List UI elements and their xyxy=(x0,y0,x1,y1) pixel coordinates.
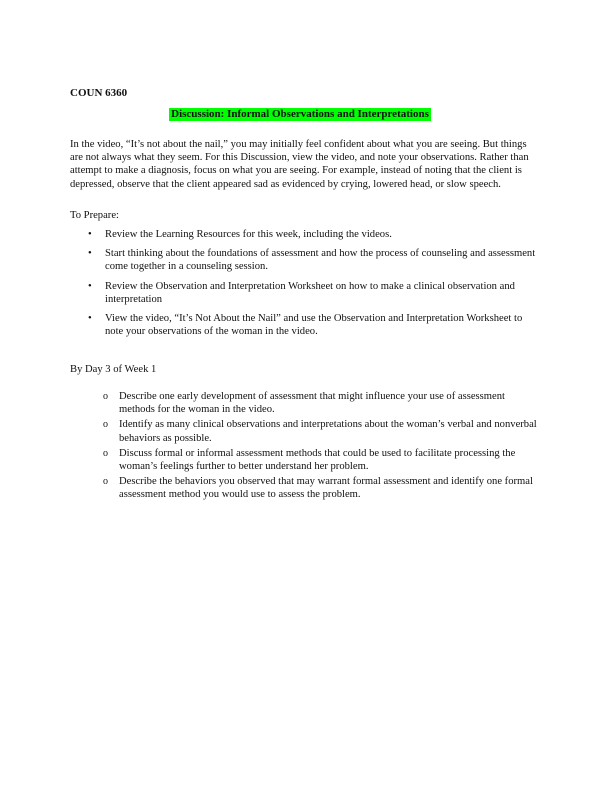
week-item-text: Describe the behaviors you observed that may warrant formal assessment and identify one formal assessment method you would use to assess the problem. xyxy=(119,476,533,501)
circle-bullet-icon: o xyxy=(103,419,108,431)
bullet-icon: • xyxy=(88,229,92,240)
intro-paragraph: In the video, “It’s not about the nail,” you may initially feel confident about what you are seeing. But things are not always what they seem. For this Discussion, view the video, and note your observations. Rather than attempt to make a diagnosis, focus on what you are seeing. For example, instead of noting that the client is depressed, observe that the client appeared sad as evidenced by crying, lowered head, or slow speech. xyxy=(70,139,529,190)
prepare-item-text: Start thinking about the foundations of assessment and how the process of counseling and assessment come together in a counseling session. xyxy=(105,248,536,273)
circle-bullet-icon: o xyxy=(103,447,108,459)
discussion-title: Discussion: Informal Observations and Interpretations xyxy=(171,108,429,120)
course-code: COUN 6360 xyxy=(70,87,128,99)
prepare-heading: To Prepare: xyxy=(70,210,119,221)
prepare-list-item xyxy=(70,247,540,273)
bullet-icon: • xyxy=(88,248,92,260)
prepare-list-item xyxy=(70,312,540,338)
week-item-text: Identify as many clinical observations and interpretations about the woman’s verbal and nonverbal behaviors as possible. xyxy=(119,419,537,444)
bullet-icon: • xyxy=(88,313,92,325)
prepare-list xyxy=(70,228,540,344)
week-list-item xyxy=(70,447,540,473)
prepare-item-text: View the video, “It’s Not About the Nail” and use the Observation and Interpretation Worksheet to note your observations of the woman in the video. xyxy=(105,313,523,338)
week-item-text: Discuss formal or informal assessment methods that could be used to facilitate processing the woman’s feelings further to better understand her problem. xyxy=(119,447,516,473)
circle-bullet-icon: o xyxy=(103,476,108,488)
prepare-list-item xyxy=(70,280,540,306)
title-container xyxy=(0,104,600,122)
bullet-icon: • xyxy=(88,280,92,292)
week-list-item xyxy=(70,390,540,416)
week-item-text: Describe one early development of assessment that might influence your use of assessment methods for the woman in the video. xyxy=(119,391,505,416)
week-heading: By Day 3 of Week 1 xyxy=(70,364,157,375)
week-list xyxy=(70,390,540,504)
week-list-item xyxy=(70,475,540,501)
prepare-item-text: Review the Observation and Interpretation Worksheet on how to make a clinical observation and interpretation xyxy=(105,280,515,305)
prepare-item-text: Review the Learning Resources for this week, including the videos. xyxy=(105,229,392,240)
circle-bullet-icon: o xyxy=(103,391,108,402)
prepare-list-item xyxy=(70,228,540,241)
week-list-item xyxy=(70,418,540,444)
